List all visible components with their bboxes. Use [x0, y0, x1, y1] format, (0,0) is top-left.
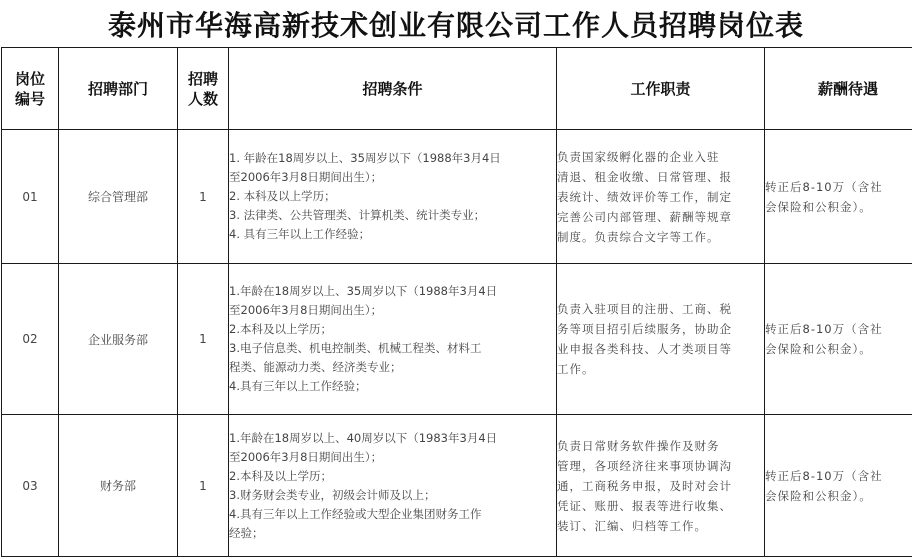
requirement-line: 2.本科及以上学历； — [229, 322, 332, 336]
requirement-line: 程类、能源动力类、经济类专业； — [229, 360, 402, 374]
header-count-line2: 人数 — [187, 89, 218, 108]
duty-line: 通，工商税务申报，及时对会计 — [557, 478, 732, 493]
requirement-line: 至2006年3月8日期间出生）； — [229, 170, 383, 184]
requirement-line: 1. 年龄在18周岁以上、35周岁以下（1988年3月4日 — [229, 151, 501, 165]
salary-line: 转正后8-10万（含社 — [765, 468, 883, 483]
salary-line: 会保险和公积金）。 — [765, 488, 872, 503]
requirement-line: 经验； — [229, 525, 264, 540]
duty-line: 制度。负责综合文字等工作。 — [557, 229, 720, 244]
duty-line: 管理，各项经济往来事项协调沟 — [557, 458, 732, 473]
duty-line: 负责入驻项目的注册、工商、税 — [557, 302, 732, 316]
duty-line: 完善公司内部管理、薪酬等规章 — [557, 209, 732, 224]
requirement-line: 4. 具有三年以上工作经验； — [229, 227, 371, 241]
table-row — [2, 415, 912, 557]
salary — [765, 264, 912, 415]
duty-line: 工作。 — [557, 362, 595, 376]
requirement-line: 2. 本科及以上学历； — [229, 189, 336, 203]
position-number: 01 — [2, 130, 59, 264]
requirement-line: 至2006年3月8日期间出生）； — [229, 303, 383, 317]
duty-line: 负责国家级孵化器的企业入驻 — [557, 149, 720, 164]
duty-line: 清退、租金收缴、日常管理、报 — [557, 169, 732, 184]
header-department: 招聘部门 — [59, 48, 178, 130]
department: 财务部 — [59, 415, 178, 557]
duty-line: 凭证、账册、报表等进行收集、 — [557, 498, 732, 513]
requirement-line: 至2006年3月8日期间出生）； — [229, 449, 383, 464]
header-requirements: 招聘条件 — [229, 48, 557, 130]
headcount: 1 — [178, 415, 229, 557]
department: 综合管理部 — [59, 130, 178, 264]
requirement-line: 1.年龄在18周岁以上、35周岁以下（1988年3月4日 — [229, 284, 498, 298]
requirements — [229, 264, 557, 415]
duty-line: 业申报各类科技、人才类项目等 — [557, 342, 732, 356]
position-number: 02 — [2, 264, 59, 415]
duties — [557, 264, 765, 415]
recruitment-table — [1, 47, 912, 557]
requirement-line: 3.电子信息类、机电控制类、机械工程类、材料工 — [229, 341, 482, 355]
table-row — [2, 130, 912, 264]
header-duties: 工作职责 — [557, 48, 765, 130]
department: 企业服务部 — [59, 264, 178, 415]
duty-line: 表统计、绩效评价等工作，制定 — [557, 189, 732, 204]
header-count-line1: 招聘 — [187, 69, 218, 88]
requirement-line: 1.年龄在18周岁以上、40周岁以下（1983年3月4日 — [229, 430, 498, 445]
headcount: 1 — [178, 130, 229, 264]
requirement-line: 3.财务财会类专业，初级会计师及以上； — [229, 487, 436, 502]
duty-line: 装订、汇编、归档等工作。 — [557, 518, 707, 533]
duty-line: 负责日常财务软件操作及财务 — [557, 438, 720, 453]
salary-line: 会保险和公积金）。 — [765, 199, 872, 214]
salary — [765, 415, 912, 557]
requirement-line: 3. 法律类、公共管理类、计算机类、统计类专业； — [229, 208, 486, 222]
requirement-line: 4.具有三年以上工作经验； — [229, 379, 367, 393]
duty-line: 务等项目招引后续服务，协助企 — [557, 322, 732, 336]
duties — [557, 415, 765, 557]
header-position-number — [2, 48, 59, 130]
header-position-number-line1: 岗位 — [14, 69, 45, 88]
header-count — [178, 48, 229, 130]
salary-line: 会保险和公积金）。 — [765, 342, 872, 356]
header-row — [2, 48, 912, 130]
header-salary: 薪酬待遇 — [765, 48, 912, 130]
requirement-line: 2.本科及以上学历； — [229, 468, 332, 483]
table-row — [2, 264, 912, 415]
salary-line: 转正后8-10万（含社 — [765, 322, 883, 336]
duties — [557, 130, 765, 264]
requirements — [229, 130, 557, 264]
requirement-line: 4.具有三年以上工作经验或大型企业集团财务工作 — [229, 506, 482, 521]
requirements — [229, 415, 557, 557]
salary-line: 转正后8-10万（含社 — [765, 179, 883, 194]
headcount: 1 — [178, 264, 229, 415]
salary — [765, 130, 912, 264]
header-position-number-line2: 编号 — [14, 89, 45, 108]
position-number: 03 — [2, 415, 59, 557]
page-title: 泰州市华海高新技术创业有限公司工作人员招聘岗位表 — [107, 9, 804, 42]
